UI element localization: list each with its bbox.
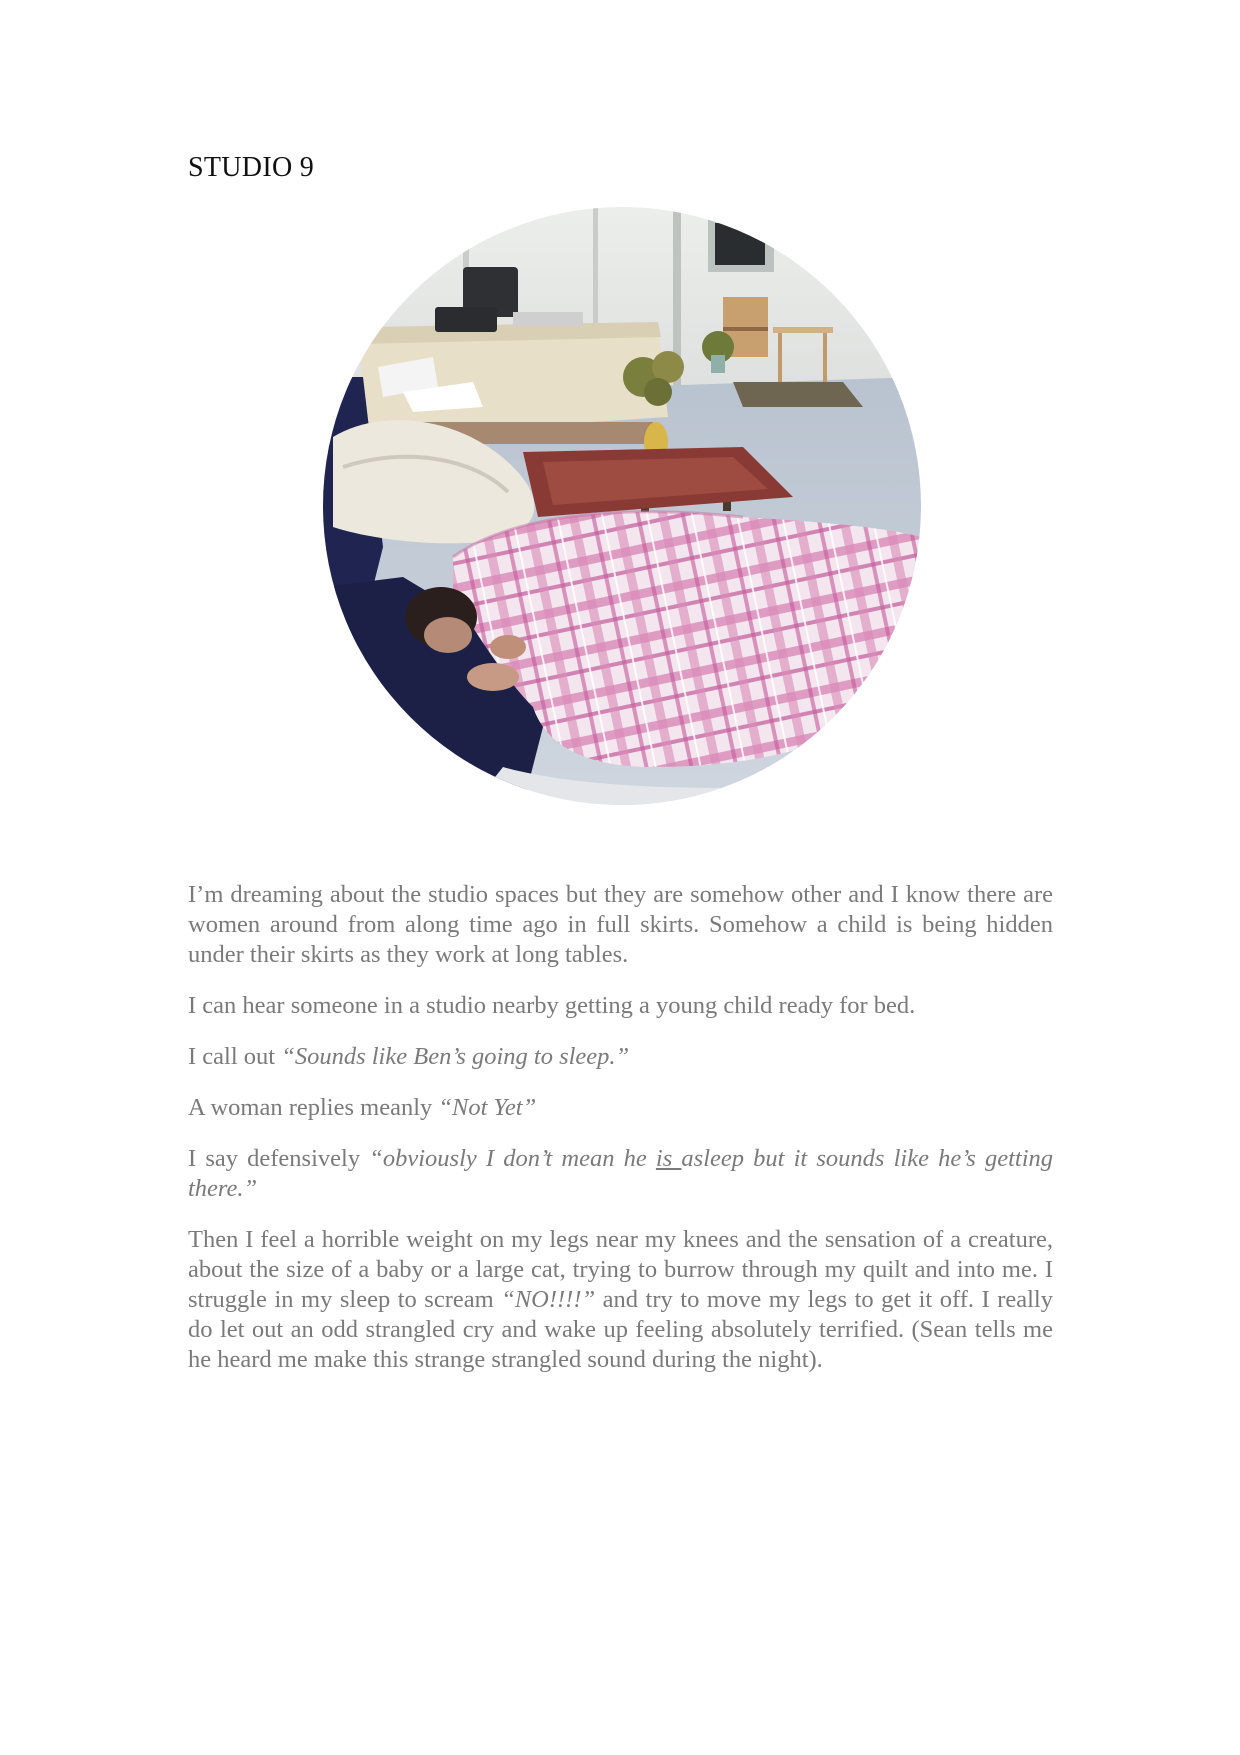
page-title: STUDIO 9 bbox=[188, 152, 315, 183]
paragraph-3-quote: “Sounds like Ben’s going to sleep.” bbox=[281, 1043, 630, 1070]
paragraph-4-lead: A woman replies meanly bbox=[188, 1094, 439, 1121]
paragraph-4-quote: “Not Yet” bbox=[438, 1094, 537, 1121]
paragraph-5-quote-underlined: is bbox=[655, 1145, 682, 1172]
paragraph-5-lead: I say defensively bbox=[188, 1145, 370, 1172]
paragraph-3-lead: I call out bbox=[188, 1043, 282, 1070]
studio-photo-illustration bbox=[323, 207, 921, 805]
paragraph-5-quote-b: asleep but it sounds like he’s getting there.” bbox=[188, 1145, 1054, 1202]
paragraph-6 bbox=[188, 1225, 1053, 1375]
paragraph-6-b: and try to move my legs to get it off. I really do let out an odd strangled cry and wake up feeling absolutely terrified. (Sean tells me he heard me make this strange strangled sound during the night). bbox=[188, 1286, 1053, 1373]
paragraph-2: I can hear someone in a studio nearby getting a young child ready for bed. bbox=[188, 992, 916, 1019]
paragraph-5-quote-a: “obviously I don’t mean he bbox=[369, 1145, 656, 1172]
paragraph-6-quote: “NO!!!!” bbox=[501, 1286, 596, 1313]
paragraph-5 bbox=[188, 1144, 1053, 1204]
paragraph-4 bbox=[188, 1093, 1053, 1123]
paragraph-1: I’m dreaming about the studio spaces but they are somehow other and I know there are women around from along time ago in full skirts. Somehow a child is being hidden under their skirts as they work at long tables. bbox=[188, 881, 1053, 968]
diary-text bbox=[188, 880, 1053, 1396]
circular-photo bbox=[323, 207, 921, 805]
paragraph-3 bbox=[188, 1042, 1053, 1072]
paragraph-6-a: Then I feel a horrible weight on my legs near my knees and the sensation of a creature, about the size of a baby or a large cat, trying to burrow through my quilt and into me. I struggle in my sleep to scream bbox=[188, 1226, 1053, 1313]
